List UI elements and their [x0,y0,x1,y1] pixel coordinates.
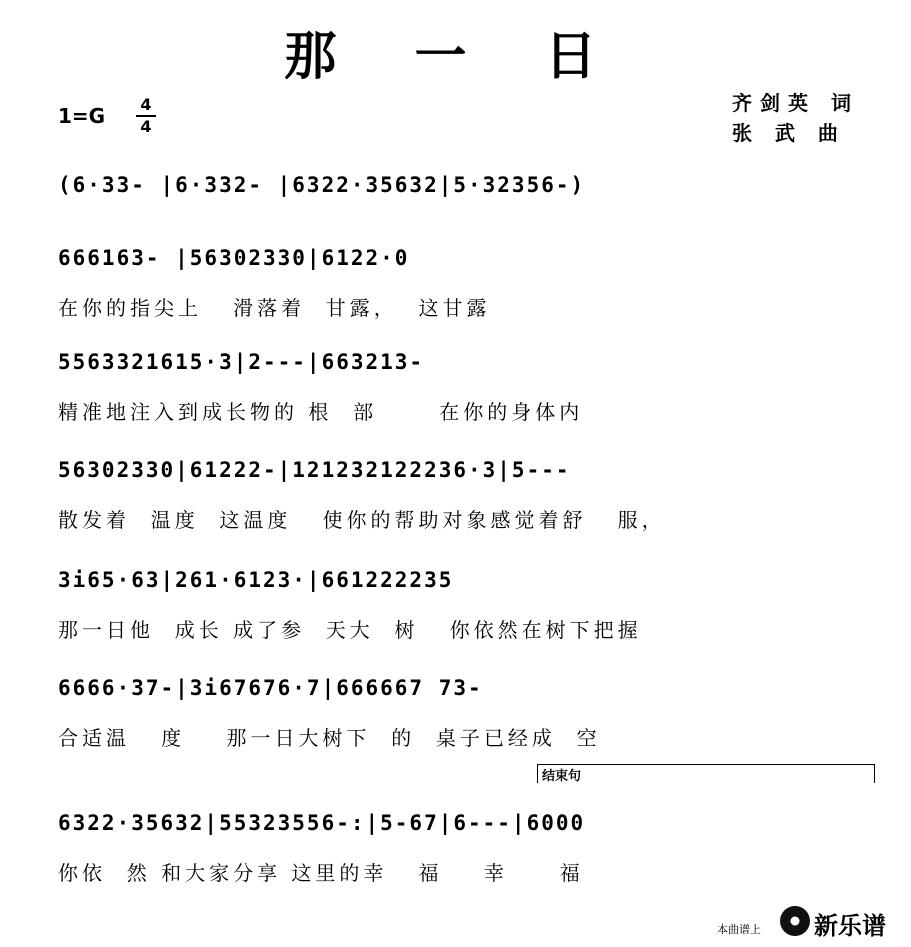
lyrics-row: 精准地注入到成长物的 根 部 在你的身体内 [58,400,584,424]
meter-bottom: 4 [140,117,152,136]
ending-bracket [537,764,875,783]
lyrics-row: 在你的指尖上 滑落着 甘露， 这甘露 [58,296,491,320]
meter-top: 4 [140,95,152,114]
notes-row: 3i65·63|261·6123·|661222235 [58,568,454,592]
lyricist: 齐剑英 词 [732,91,859,115]
key-signature: 1=G [58,104,106,128]
notes-row: 5563321615·3|2---|663213- [58,350,425,374]
notes-row: 56302330|61222-|121232122236·3|5--- [58,458,571,482]
composer: 张 武 曲 [732,121,846,145]
lyrics-row: 散发着 温度 这温度 使你的帮助对象感觉着舒 服， [58,508,666,532]
notes-row: 6322·35632|55323556-:|5-67|6---|6000 [58,811,586,835]
lyrics-row: 合适温 度 那一日大树下 的 桌子已经成 空 [58,726,601,750]
source-note: 本曲谱上 [717,923,761,936]
page-title: 那 一 日 [284,27,627,87]
lyrics-row: 那一日他 成长 成了参 天大 树 你依然在树下把握 [58,618,642,642]
lyrics-row: 你依 然 和大家分享 这里的幸 福 幸 福 [58,861,584,885]
notes-row: 6666·37-|3i67676·7|666667 73- [58,676,483,700]
brand-logo: 新乐谱 [814,912,886,940]
credits [732,88,859,148]
notes-row: 666163- |56302330|6122·0 [58,246,410,270]
notes-row: (6·33- |6·332- |6322·35632|5·32356-) [58,173,586,197]
record-disc-icon [780,906,810,936]
time-signature [136,96,156,136]
ending-label: 结束句 [542,769,582,784]
